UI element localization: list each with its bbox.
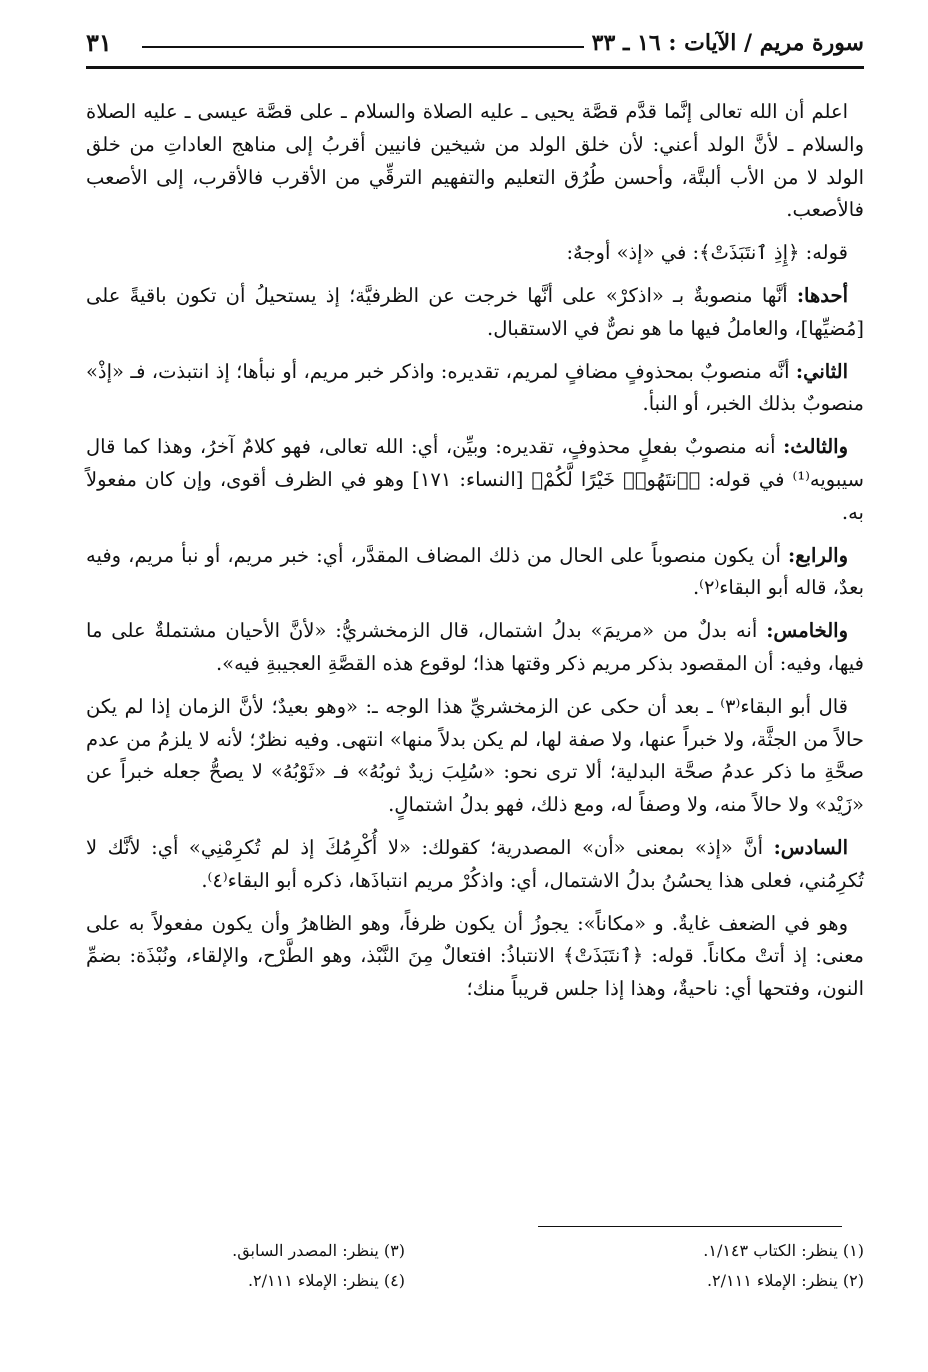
page-number: ٣١ [86, 28, 112, 57]
paragraph [86, 691, 864, 822]
paragraph [86, 96, 864, 227]
paragraph-text: أنه بدلٌ من «مريمَ» بدلُ اشتمال، قال الزمخشريُّ: «لأنَّ الأحيان مشتملةٌ على ما فيها، وفيه: أن المقصود بذكر مريم ذكر وقتها هذا؛ لوقوع هذه القصَّةِ العجيبةِ فيه». [86, 619, 864, 675]
paragraph [86, 356, 864, 422]
paragraph-text: وهو في الضعف غايةٌ. و «مكاناً»: يجوزُ أن يكون ظرفاً، وهو الظاهرُ وأن يكون مفعولاً به على معنى: إذ أتتْ مكاناً. قوله: ﴿ٱنتَبَذَتْ﴾ الانتباذُ: افتعالٌ مِنَ النَّبْذ، وهو الطَّرْح، والإلقاء، ونُبْذَة: بضمِّ النون، وفتحها أي: ناحيةٌ، وهذا إذا جلس قريباً منك؛ [86, 911, 864, 1001]
paragraph-text: أن يكون منصوباً على الحال من ذلك المضاف المقدَّر، أي: خبر مريم، أو نبأ مريم، وفيه بعدٌ، قاله أبو البقاء⁽٢⁾. [86, 543, 864, 600]
header-title: سورة مريم / الآيات : ١٦ ـ ٣٣ [591, 30, 864, 56]
paragraph [86, 540, 864, 606]
header-rule [86, 66, 864, 69]
paragraph [86, 615, 864, 681]
footnote-rule [538, 1226, 842, 1227]
paragraph-lead: أحدها: [796, 283, 848, 307]
paragraph-text: قوله: ﴿إِذِ ٱنتَبَذَتْ﴾: في «إذ» أوجهٌ: [566, 241, 848, 265]
footnote-row [86, 1266, 864, 1296]
paragraph-lead: والثالث: [783, 435, 848, 459]
paragraph-text: قال أبو البقاء⁽٣⁾ ـ بعد أن حكى عن الزمخشريِّ هذا الوجه ـ: «وهو بعيدٌ؛ لأنَّ الزمان إذا لم يكن حالاً من الجثَّة، ولا خبراً عنها، ولا صفة لها، لم يكن بدلاً منها» انتهى. وفيه نظرٌ؛ لأنه لا يلزمُ من عدم صحَّةِ ما ذكر عدمُ صحَّة البدلية؛ ألا ترى نحو: «سُلِبَ زيدٌ ثوبُهُ» فـ «ثَوْبُهُ» لا يصحُّ جعله خبراً عن «زَيْد» ولا حالاً منه، ولا وصفاً له، ومع ذلك، فهو بدلُ اشتمالٍ. [86, 694, 864, 817]
running-header [86, 28, 864, 64]
footnote: (١) ينظر: الكتاب ١/١٤٣. [703, 1241, 864, 1260]
footnote: (٢) ينظر: الإملاء ٢/١١١. [706, 1271, 864, 1290]
paragraph [86, 431, 864, 529]
paragraph-text: أنَّ «إذ» بمعنى «أن» المصدرية؛ كقولك: «لا أُكْرِمُكَ إذ لم تُكرِمْنِي» أي: لأنَّك لا تُكرِمُني، فعلى هذا يحسُنُ بدلُ الاشتمال، أي: واذكُرْ مريم انتباذَها، ذكره أبو البقاء⁽٤⁾. [86, 835, 864, 892]
footnote: (٤) ينظر: الإملاء ٢/١١١. [247, 1271, 405, 1290]
paragraph-lead: والخامس: [766, 619, 848, 643]
paragraph [86, 237, 864, 270]
footnote-row [86, 1236, 864, 1266]
header-dash-line [142, 46, 584, 48]
paragraph-text: اعلم أن الله تعالى إنَّما قدَّم قصَّة يحيى ـ عليه الصلاة والسلام ـ على قصَّة عيسى ـ عليه الصلاة والسلام ـ لأنَّ الولد أعني: لأن خلق الولد من شيخين فانيين أقربُ إلى مناهج العاداتِ من خلق الولد لا من الأب ألبتَّة، وأحسن طُرُق التعليم والتفهيم الترقِّي من الأقرب فالأقرب، إلى الأصعب فالأصعب. [86, 100, 864, 222]
body-text [86, 96, 864, 1016]
paragraph-text: أنه منصوبٌ بفعلٍ محذوفٍ، تقديره: وبيِّن، أي: الله تعالى، فهو كلامٌ آخرُ، وهذا كما قال سيبويه⁽¹⁾ في قوله: ﴿ٱنتَهُوا۟ خَيْرًا لَّكُمْ﴾ [النساء: ١٧١] وهو في الظرف أقوى، وإن كان مفعولاً به. [86, 435, 864, 524]
footnote: (٣) ينظر: المصدر السابق. [232, 1241, 405, 1260]
paragraph [86, 908, 864, 1006]
paragraph-lead: الثاني: [795, 359, 848, 383]
paragraph-lead: السادس: [773, 835, 848, 859]
paragraph-text: أنَّه منصوبٌ بمحذوفٍ مضافٍ لمريم، تقديره: واذكر خبر مريم، أو نبأها؛ إذ انتبذت، فـ «إذْ» منصوبٌ بذلك الخبر، أو النبأ. [86, 359, 864, 416]
paragraph-text: أنَّها منصوبةٌ بـ «اذكرْ» على أنَّها خرجت عن الظرفيَّة؛ إذ يستحيلُ أن تكون باقيةً على [مُضيِّها]، والعاملُ فيها ما هو نصٌّ في الاستقبال. [86, 283, 864, 340]
footnotes [86, 1236, 864, 1296]
paragraph [86, 280, 864, 346]
paragraph [86, 832, 864, 898]
paragraph-lead: والرابع: [788, 543, 848, 567]
